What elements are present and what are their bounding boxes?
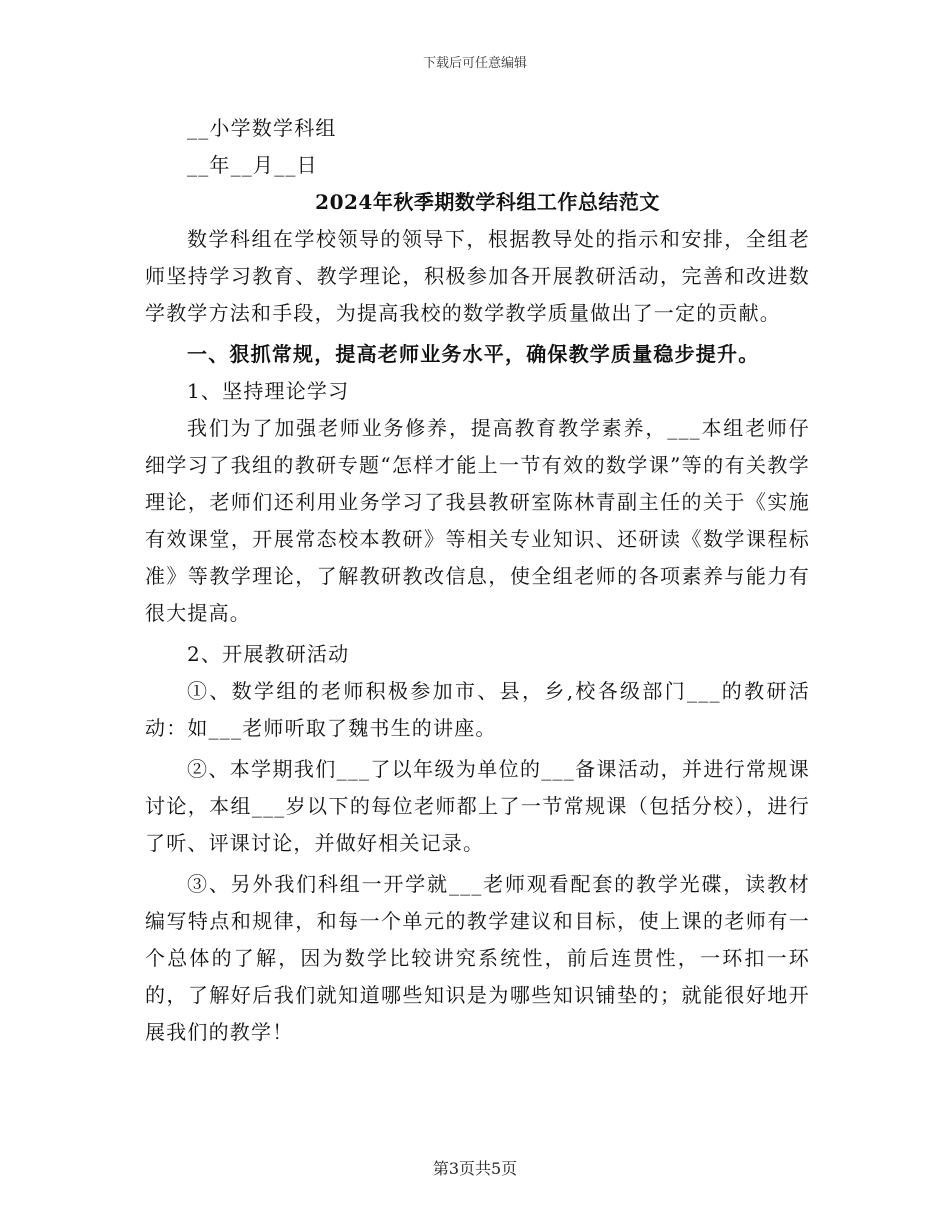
activity-item-1: ①、数学组的老师积极参加市、县，乡,校各级部门___的教研活动：如___老师听取了魏书生的讲座。 — [145, 679, 810, 740]
activity-item-3: ③、另外我们科组一开学就___老师观看配套的教学光碟，读教材编写特点和规律，和每一个单元的教学建议和目标，使上课的老师有一个总体的了解，因为数学比较讲究系统性，前后连贯性，一环扣一环的，了解好后我们就知道哪些知识是为哪些知识铺垫的；就能很好地开展我们的教学！ — [145, 872, 810, 1044]
subsection-heading-2: 2、开展教研活动 — [187, 642, 350, 666]
activity-item-2: ②、本学期我们___了以年级为单位的___备课活动，并进行常规课讨论，本组___岁以下的每位老师都上了一节常规课（包括分校），进行了听、评课讨论，并做好相关记录。 — [145, 757, 810, 855]
section-heading: 一、狠抓常规，提高老师业务水平，确保教学质量稳步提升。 — [187, 342, 760, 366]
subsection-heading-1: 1、坚持理论学习 — [187, 379, 350, 403]
signature-group: __小学数学科组 — [187, 116, 337, 140]
page-number: 第3页共5页 — [432, 1159, 518, 1178]
signature-date: __年__月__日 — [187, 153, 318, 177]
document-title: 2024年秋季期数学科组工作总结范文 — [315, 190, 660, 214]
intro-paragraph: 数学科组在学校领导的领导下，根据教导处的指示和安排，全组老师坚持学习教育、教学理论，积极参加各开展教研活动，完善和改进数学教学方法和手段，为提高我校的数学教学质量做出了一定的贡献。 — [145, 227, 810, 325]
subsection-1-paragraph: 我们为了加强老师业务修养，提高教育教学素养，___本组老师仔细学习了我组的教研专题“怎样才能上一节有效的数学课”等的有关教学理论，老师们还利用业务学习了我县教研室陈林青副主任的关于《实施有效课堂，开展常态校本教研》等相关专业知识、还研读《数学课程标准》等教学理论，了解教研教改信息，使全组老师的各项素养与能力有很大提高。 — [145, 416, 810, 625]
page-header: 下载后可任意编辑 — [422, 56, 527, 71]
document-body — [145, 110, 810, 1051]
